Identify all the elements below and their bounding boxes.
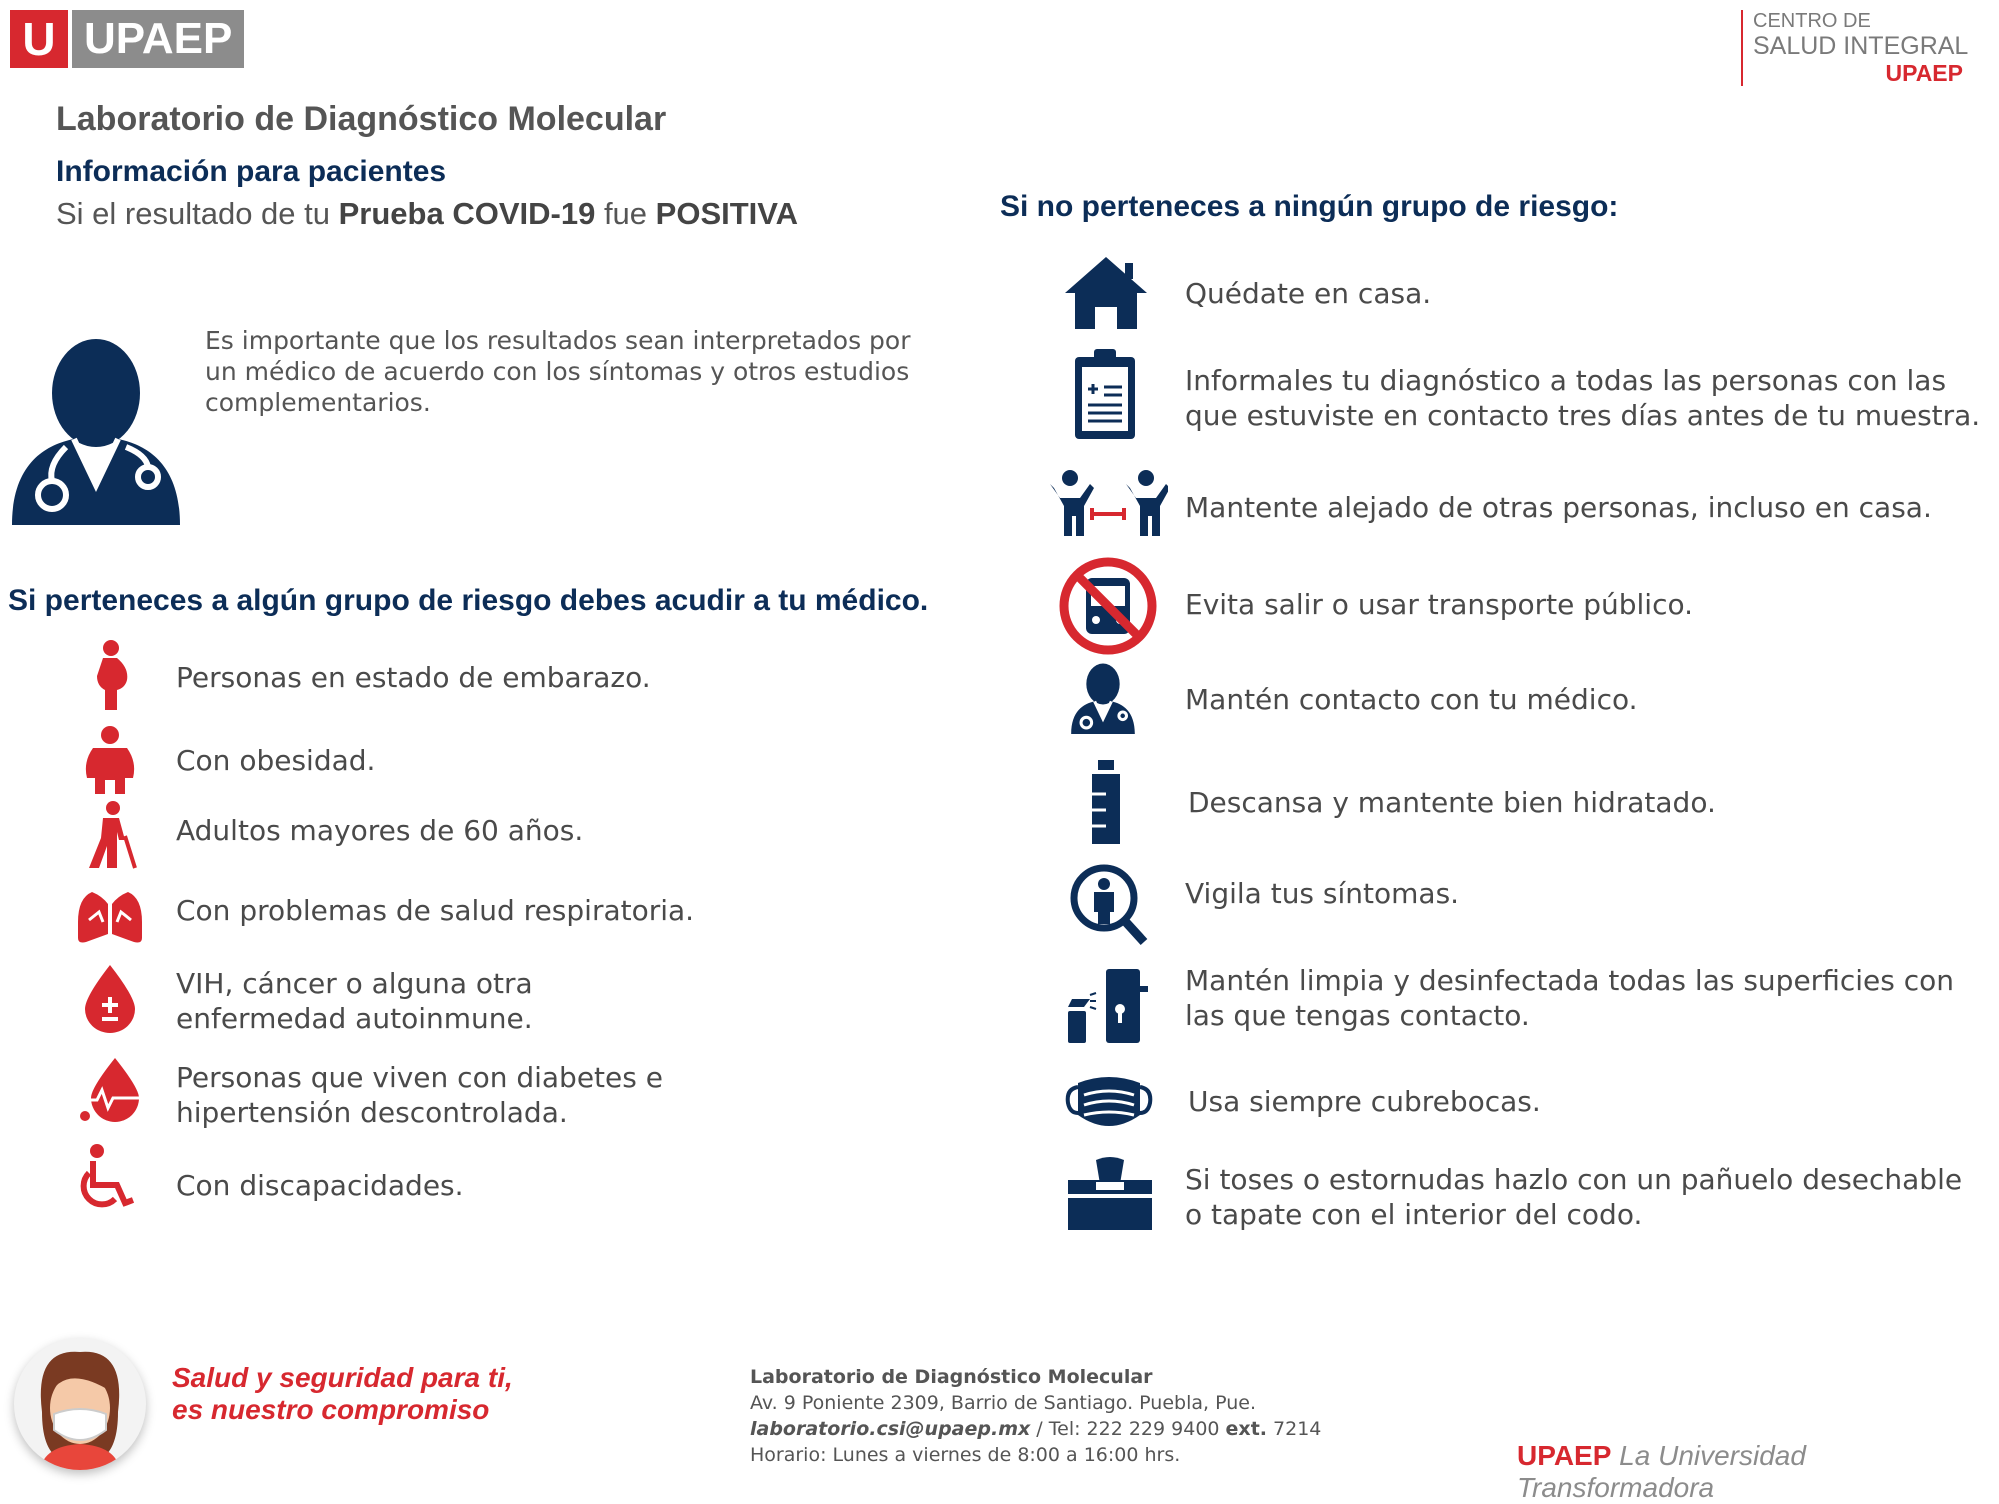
pregnant-icon — [75, 640, 145, 710]
diabetes-icon — [75, 1056, 145, 1126]
water-bottle-icon — [1088, 760, 1124, 846]
csi-logo-line3: UPAEP — [1885, 60, 1963, 86]
risk-group-title: Si perteneces a algún grupo de riesgo debes acudir a tu médico. — [8, 584, 929, 617]
brand-name: UPAEP — [1517, 1440, 1612, 1471]
elderly-icon — [75, 800, 145, 870]
risk-item-obesity: Con obesidad. — [176, 744, 376, 777]
result-prefix: Si el resultado de tu — [56, 196, 339, 231]
contact-email[interactable]: laboratorio.csi@upaep.mx — [750, 1418, 1031, 1440]
doctor-note: Es importante que los resultados sean interpretados por un médico de acuerdo con los síntomas y otros estudios complementarios. — [205, 326, 911, 417]
wheelchair-icon — [75, 1143, 145, 1213]
upaep-logo-mark: U — [10, 10, 68, 68]
doctor-avatar-icon — [8, 335, 184, 525]
upaep-logo — [10, 10, 244, 68]
slogan — [172, 1362, 513, 1426]
csi-logo-line1: CENTRO DE — [1753, 10, 1871, 32]
no-risk-item-hydrate: Descansa y mantente bien hidratado. — [1188, 786, 1716, 819]
no-risk-item-face-mask: Usa siempre cubrebocas. — [1188, 1085, 1541, 1118]
masked-woman-avatar — [14, 1338, 146, 1470]
no-risk-group-title: Si no perteneces a ningún grupo de riesgo: — [1000, 190, 1619, 223]
contact-ext: 7214 — [1267, 1418, 1322, 1440]
obesity-icon — [75, 726, 145, 796]
contact-phone-line — [750, 1416, 1321, 1442]
tissue-box-icon — [1066, 1156, 1154, 1232]
result-status: POSITIVA — [655, 196, 799, 231]
clipboard-icon — [1072, 345, 1138, 441]
contact-title: Laboratorio de Diagnóstico Molecular — [750, 1366, 1153, 1388]
doctor-icon — [1068, 662, 1138, 734]
contact-ext-label: ext. — [1225, 1418, 1267, 1440]
risk-item-autoimmune: VIH, cáncer o alguna otra enfermedad autoinmune. — [176, 967, 533, 1035]
risk-item-elderly: Adultos mayores de 60 años. — [176, 814, 584, 847]
no-risk-item-monitor-symptoms: Vigila tus síntomas. — [1185, 877, 1460, 910]
contact-phone: / Tel: 222 229 9400 — [1030, 1418, 1226, 1440]
masked-woman-icon — [14, 1338, 146, 1470]
brand-tagline — [1517, 1440, 1999, 1504]
no-risk-item-doctor-contact: Mantén contacto con tu médico. — [1185, 683, 1638, 716]
search-person-icon — [1070, 862, 1150, 948]
risk-item-disability: Con discapacidades. — [176, 1169, 464, 1202]
contact-block — [750, 1364, 1321, 1468]
no-bus-icon — [1058, 556, 1158, 656]
result-test: Prueba COVID-19 — [338, 196, 596, 231]
brand-slogan: La Universidad Transformadora — [1517, 1440, 1806, 1503]
no-risk-item-distance: Mantente alejado de otras personas, incluso en casa. — [1185, 491, 1932, 524]
slogan-line2: es nuestro compromiso — [172, 1394, 490, 1425]
risk-item-pregnancy: Personas en estado de embarazo. — [176, 661, 651, 694]
result-middle: fue — [595, 196, 656, 231]
contact-address: Av. 9 Poniente 2309, Barrio de Santiago. Puebla, Pue. — [750, 1392, 1256, 1414]
no-risk-item-inform-contacts: Informales tu diagnóstico a todas las personas con las que estuviste en contacto tres días antes de tu muestra. — [1185, 364, 1981, 432]
result-line — [56, 196, 798, 232]
house-icon — [1063, 255, 1149, 331]
no-risk-item-public-transport: Evita salir o usar transporte público. — [1185, 588, 1694, 621]
blood-drop-icon — [75, 963, 145, 1033]
risk-item-respiratory: Con problemas de salud respiratoria. — [176, 894, 695, 927]
no-risk-item-tissue: Si toses o estornudas hazlo con un pañuelo desechable o tapate con el interior del codo. — [1185, 1163, 1963, 1231]
page-subtitle: Información para pacientes — [56, 155, 447, 188]
face-mask-icon — [1064, 1075, 1154, 1131]
lungs-icon — [75, 876, 145, 946]
csi-logo-line2: SALUD INTEGRAL — [1753, 32, 1969, 60]
contact-hours: Horario: Lunes a viernes de 8:00 a 16:00 hrs. — [750, 1444, 1181, 1466]
disinfect-icon — [1066, 965, 1152, 1047]
slogan-line1: Salud y seguridad para ti, — [172, 1362, 513, 1393]
no-risk-item-disinfect: Mantén limpia y desinfectada todas las superficies con las que tengas contacto. — [1185, 964, 1954, 1032]
risk-item-diabetes: Personas que viven con diabetes e hipertensión descontrolada. — [176, 1061, 663, 1129]
csi-logo — [1741, 10, 1973, 86]
page-title: Laboratorio de Diagnóstico Molecular — [56, 100, 667, 138]
no-risk-item-stay-home: Quédate en casa. — [1185, 277, 1432, 310]
upaep-logo-text: UPAEP — [72, 10, 244, 68]
distance-icon — [1048, 470, 1168, 538]
